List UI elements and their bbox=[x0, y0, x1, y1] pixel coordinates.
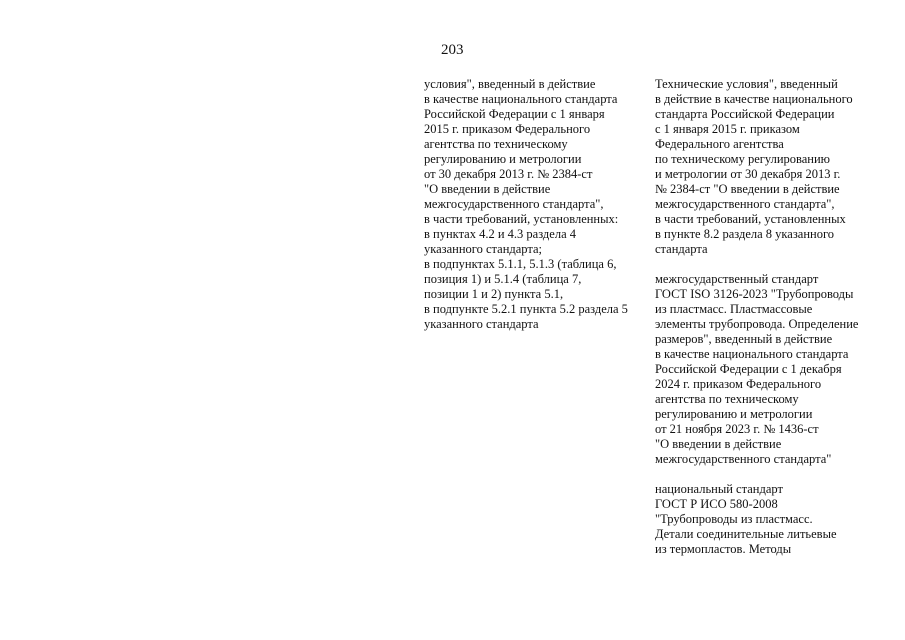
right-block2-line: межгосударственного стандарта" bbox=[655, 452, 832, 466]
right-block1-line: и метрологии от 30 декабря 2013 г. bbox=[655, 167, 841, 181]
right-block2-line: ГОСТ ISO 3126-2023 "Трубопроводы bbox=[655, 287, 854, 301]
right-block2-line: агентства по техническому bbox=[655, 392, 799, 406]
page-number: 203 bbox=[441, 42, 464, 58]
left-text-line: Российской Федерации с 1 января bbox=[424, 107, 605, 121]
left-text-line: позиции 1 и 2) пункта 5.1, bbox=[424, 287, 564, 301]
left-text-line: в пунктах 4.2 и 4.3 раздела 4 bbox=[424, 227, 576, 241]
right-block2-line: 2024 г. приказом Федерального bbox=[655, 377, 822, 391]
left-text-line: в качестве национального стандарта bbox=[424, 92, 618, 106]
right-block3-line: Детали соединительные литьевые bbox=[655, 527, 837, 541]
right-block2-line: межгосударственный стандарт bbox=[655, 272, 819, 286]
right-block1-line: Технические условия", введенный bbox=[655, 77, 838, 91]
right-block2-line: размеров", введенный в действие bbox=[655, 332, 833, 346]
left-text-line: в подпункте 5.2.1 пункта 5.2 раздела 5 bbox=[424, 302, 628, 316]
left-text-line: агентства по техническому bbox=[424, 137, 568, 151]
right-text-block2 bbox=[655, 272, 858, 467]
paragraph-gap bbox=[655, 467, 858, 482]
left-text-line: условия", введенный в действие bbox=[424, 77, 596, 91]
paragraph-gap bbox=[655, 257, 858, 272]
right-block3-line: национальный стандарт bbox=[655, 482, 783, 496]
right-block1-line: стандарта bbox=[655, 242, 708, 256]
left-text-line: регулированию и метрологии bbox=[424, 152, 582, 166]
right-block1-line: с 1 января 2015 г. приказом bbox=[655, 122, 800, 136]
left-text-line: межгосударственного стандарта", bbox=[424, 197, 604, 211]
left-text-line: от 30 декабря 2013 г. № 2384-ст bbox=[424, 167, 593, 181]
right-block2-line: "О введении в действие bbox=[655, 437, 782, 451]
right-block1-line: межгосударственного стандарта", bbox=[655, 197, 835, 211]
right-block2-line: Российской Федерации с 1 декабря bbox=[655, 362, 842, 376]
left-column bbox=[424, 77, 628, 332]
right-block3-line: ГОСТ Р ИСО 580-2008 bbox=[655, 497, 778, 511]
left-text-line: указанного стандарта bbox=[424, 317, 539, 331]
right-block2-line: от 21 ноября 2023 г. № 1436-ст bbox=[655, 422, 819, 436]
left-text-line: позиция 1) и 5.1.4 (таблица 7, bbox=[424, 272, 582, 286]
right-block1-line: Федерального агентства bbox=[655, 137, 784, 151]
left-text-line: в подпунктах 5.1.1, 5.1.3 (таблица 6, bbox=[424, 257, 617, 271]
right-block2-line: элементы трубопровода. Определение bbox=[655, 317, 859, 331]
right-text-block3 bbox=[655, 482, 858, 557]
left-text-line: 2015 г. приказом Федерального bbox=[424, 122, 591, 136]
left-text-line: "О введении в действие bbox=[424, 182, 551, 196]
right-block3-line: из термопластов. Методы bbox=[655, 542, 792, 556]
right-block1-line: по техническому регулированию bbox=[655, 152, 831, 166]
right-block1-line: стандарта Российской Федерации bbox=[655, 107, 835, 121]
right-column bbox=[655, 77, 858, 557]
left-text-line: указанного стандарта; bbox=[424, 242, 543, 256]
right-block1-line: в части требований, установленных bbox=[655, 212, 846, 226]
right-block1-line: в действие в качестве национального bbox=[655, 92, 853, 106]
right-block2-line: регулированию и метрологии bbox=[655, 407, 813, 421]
right-block1-line: № 2384-ст "О введении в действие bbox=[655, 182, 840, 196]
right-block2-line: в качестве национального стандарта bbox=[655, 347, 849, 361]
right-block3-line: "Трубопроводы из пластмасс. bbox=[655, 512, 813, 526]
right-block1-line: в пункте 8.2 раздела 8 указанного bbox=[655, 227, 835, 241]
right-block2-line: из пластмасс. Пластмассовые bbox=[655, 302, 813, 316]
left-text-line: в части требований, установленных: bbox=[424, 212, 619, 226]
right-text-block1 bbox=[655, 77, 858, 257]
